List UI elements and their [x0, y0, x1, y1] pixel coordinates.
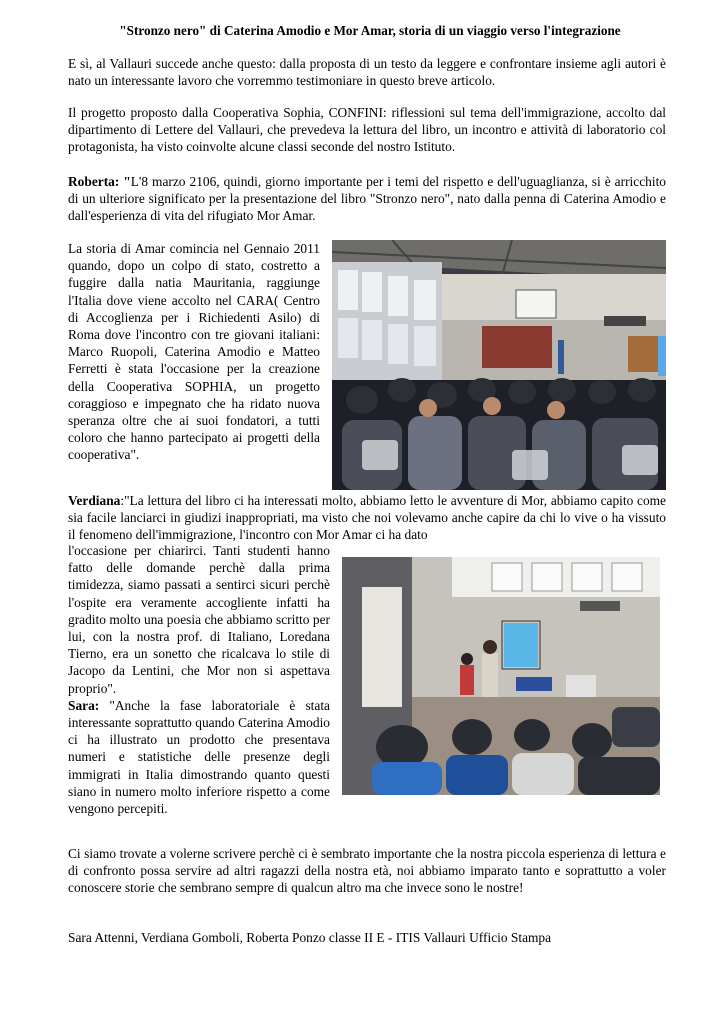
- presentation-photo: [342, 557, 660, 795]
- article-title: "Stronzo nero" di Caterina Amodio e Mor Amar, storia di un viaggio verso l'integrazione: [119, 23, 621, 38]
- paragraph-amar-story: La storia di Amar comincia nel Gennaio 2011 quando, dopo un colpo di stato, costretto a fuggire dalla natia Mauritania, raggiunge l'Italia dove viene accolto nel CARA( Centro di Accoglienza per i Richiedenti Asilo) di Roma dove l'incontro con tre giovani italiani: Marco Ruopoli, Caterina Amodio e Matteo Ferretti è stata l'occasione per la creazione della Cooperativa SOPHIA, un progetto coraggioso e impegnato che ha ridato nuova speranza oltre che ai suoi fondatori, a tutti coloro che hanno partecipato ai progetti della cooperativa".: [68, 241, 320, 463]
- roberta-text: L'8 marzo 2106, quindi, giorno importante per i temi del rispetto e dell'uguaglianza, si è arricchito di un ulteriore significato per la presentazione del libro "Stronzo nero", nato dalla penna di Caterina Amodio e dall'esperienza di vita del rifugiato Mor Amar.: [68, 174, 666, 223]
- verdiana-text-continued: l'occasione per chiarirci. Tanti studenti hanno fatto delle domande perchè dalla prima timidezza, siamo passati a sentirci sicuri perchè l'ospite era veramente accogliente infatti ha gradito molto una poesia che abbiamo scritto per lui, con la nostra prof. di Italiano, Loredana Tierno, era un sonetto che ricalcava lo stile di Jacopo da Lentini, che Mor non si aspettava proprio".: [68, 543, 330, 696]
- paragraph-verdiana: [68, 492, 666, 544]
- speaker-sara: Sara:: [68, 697, 100, 713]
- paragraph-roberta: [68, 173, 666, 224]
- paragraph-intro: E sì, al Vallauri succede anche questo: dalla proposta di un testo da leggere e confrontare insieme agli autori è nato un interessante lavoro che vorremmo testimoniare in questo breve articolo.: [68, 56, 666, 88]
- sara-text: "Anche la fase laboratoriale è stata interessante soprattutto quando Caterina Amodio ci ha illustrato un prodotto che presentava numeri e statistiche delle presenze degli immigrati in Italia dimostrando quanto questi siano in numero molto inferiore rispetto a come vengono percepiti.: [68, 697, 330, 817]
- paragraph-conclusion: Ci siamo trovate a volerne scrivere perchè ci è sembrato importante che la nostra piccola esperienza di lettura e di confronto possa servire ad altri ragazzi della nostra età, noi abbiamo imparato tanto e soprattutto a voler conoscere storie che sembrano sempre di qualcun altro ma che invece sono le nostre!: [68, 846, 666, 896]
- speaker-verdiana: Verdiana: [68, 493, 121, 508]
- paragraph-project: Il progetto proposto dalla Cooperativa Sophia, CONFINI: riflessioni sul tema dell'immigrazione, accolto dal dipartimento di Lettere del Vallauri, che prevedeva la lettura del libro, un incontro e attività di laboratorio col protagonista, ha visto coinvolte alcune classi seconde del nostro Istituto.: [68, 105, 666, 154]
- verdiana-text: :"La lettura del libro ci ha interessati molto, abbiamo letto le avventure di Mor, abbiamo capito come sia facile lanciarci in giudizi inappropriati, ma visto che noi volevamo anche capire da chi lo vive o ha vissuto il fenomeno dell'immigrazione, l'incontro con Mor Amar ci ha dato: [68, 493, 666, 543]
- assembly-hall-photo: [332, 240, 666, 490]
- speaker-roberta: Roberta: ": [68, 174, 131, 189]
- paragraph-verdiana-sara: [68, 542, 330, 817]
- article-signature: Sara Attenni, Verdiana Gomboli, Roberta Ponzo classe II E - ITIS Vallauri Ufficio Stampa: [68, 930, 552, 945]
